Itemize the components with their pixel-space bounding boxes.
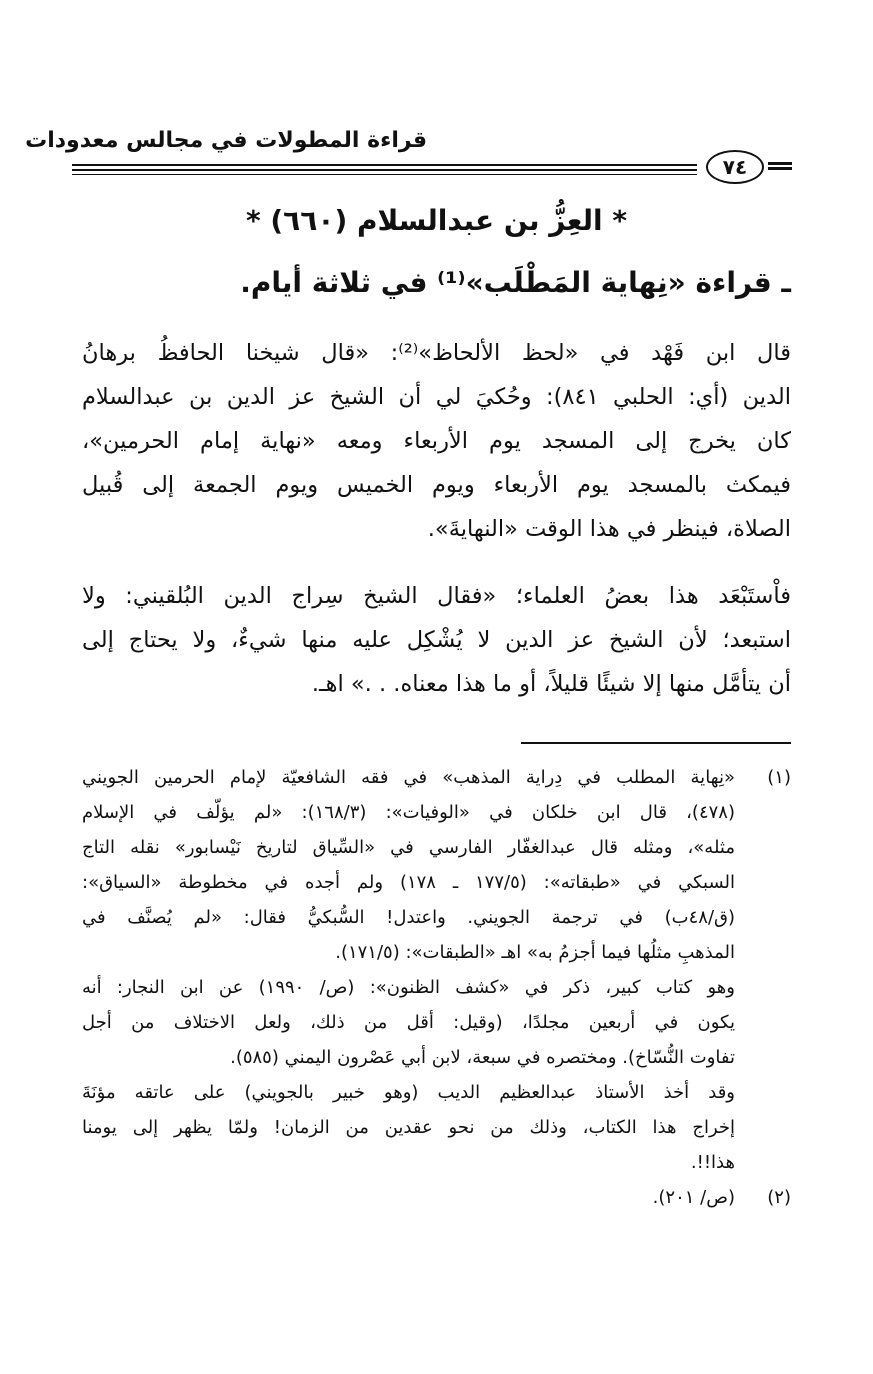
- footnotes: [82, 760, 791, 1215]
- footnote-separator: [521, 742, 791, 744]
- footnote-line: يكون في أربعين مجلدًا، (وقيل: أقل من ذلك، ولعل الاختلاف من أجل: [82, 1012, 735, 1033]
- footnote-line: مثله»، ومثله قال عبدالغفّار الفارسي في «السِّياق لتاريخ نَيْسابور» نقله التاج: [82, 837, 735, 858]
- paragraph-line: قال ابن فَهْد في «لحظ الألحاظ»⁽²⁾: «قال شيخنا الحافظُ برهانُ: [82, 340, 791, 366]
- footnote-line: المذهبِ مثلُها فيما أجزمُ به» اهـ «الطبقات»: (١٧١/٥).: [335, 942, 735, 963]
- sub-title: ـ قراءة «نِهاية المَطْلَب»⁽¹⁾ في ثلاثة أيام.: [240, 266, 791, 299]
- paragraph-line: كان يخرج إلى المسجد يوم الأربعاء ومعه «نهاية إمام الحرمين»،: [82, 428, 791, 454]
- paragraph-1: [82, 331, 791, 551]
- page-number: [706, 150, 764, 184]
- footnote-line: «نِهاية المطلب في دِراية المذهب» في فقه الشافعيّة لإمام الحرمين الجويني: [82, 767, 735, 788]
- paragraph-line: فيمكث بالمسجد يوم الأربعاء ويوم الخميس ويوم الجمعة إلى قُبيل: [82, 472, 791, 498]
- footnote-line: وقد أخذ الأستاذ عبدالعظيم الديب (وهو خبير بالجويني) على عاتقه مؤنَةَ: [82, 1082, 735, 1103]
- page-number-text: ٧٤: [722, 155, 748, 179]
- footnote-1-continued-2: [82, 1075, 791, 1180]
- paragraph-line: الصلاة، فينظر في هذا الوقت «النهايةَ».: [427, 516, 791, 542]
- footnote-line: تفاوت النُّسّاخ). ومختصره في سبعة، لابن أبي عَصْرون اليمني (٥٨٥).: [230, 1047, 735, 1068]
- footnote-2: [82, 1180, 791, 1215]
- footnote-line: هذا!!.: [690, 1152, 735, 1173]
- header-rule: [72, 164, 697, 166]
- header-rule: [72, 169, 697, 171]
- footnote-1-continued: [82, 970, 791, 1075]
- running-header: [25, 128, 792, 188]
- footnote-line: (ص/ ٢٠١).: [652, 1187, 735, 1208]
- footnote-line: السبكي في «طبقاته»: (١٧٧/٥ ـ ١٧٨) ولم أجده في مخطوطة «السياق»:: [82, 872, 736, 893]
- footnote-number: (١): [767, 767, 791, 788]
- footnote-number: (٢): [767, 1187, 791, 1208]
- footnote-line: إخراج هذا الكتاب، وذلك من نحو عقدين من الزمان! ولمّا يظهر إلى يومنا: [82, 1117, 735, 1138]
- paragraph-line: أن يتأمَّل منها إلا شيئًا قليلاً، أو ما هذا معناه. . .» اهـ.: [311, 671, 791, 697]
- section-title: * العِزُّ بن عبدالسلام (٦٦٠) *: [245, 204, 628, 237]
- header-rule: [72, 174, 697, 175]
- footnote-line: (٤٧٨)، قال ابن خلكان في «الوفيات»: (١٦٨/٣): «لم يؤلّف في الإسلام: [82, 802, 736, 823]
- footnote-line: (ق/٤٨ب) في ترجمة الجويني. واعتدل! السُّبكيُّ فقال: «لم يُصنَّف في: [82, 907, 735, 928]
- footnote-line: وهو كتاب كبير، ذكر في «كشف الظنون»: (ص/ ١٩٩٠) عن ابن النجار: أنه: [82, 977, 735, 998]
- paragraph-2: [82, 574, 791, 706]
- paragraph-line: فاْستَبْعَد هذا بعضُ العلماء؛ «فقال الشيخ سِراج الدين البُلقيني: ولا: [82, 583, 791, 609]
- footnote-1: [82, 760, 791, 970]
- running-title: قراءة المطولات في مجالس معدودات: [25, 128, 427, 153]
- paragraph-line: استبعد؛ لأن الشيخ عز الدين لا يُشْكِل عليه منها شيءٌ، ولا يحتاج إلى: [82, 627, 791, 653]
- page-number-ornament: [768, 162, 792, 174]
- paragraph-line: الدين (أي: الحلبي ٨٤١): وحُكيَ لي أن الشيخ عز الدين بن عبدالسلام: [82, 384, 791, 410]
